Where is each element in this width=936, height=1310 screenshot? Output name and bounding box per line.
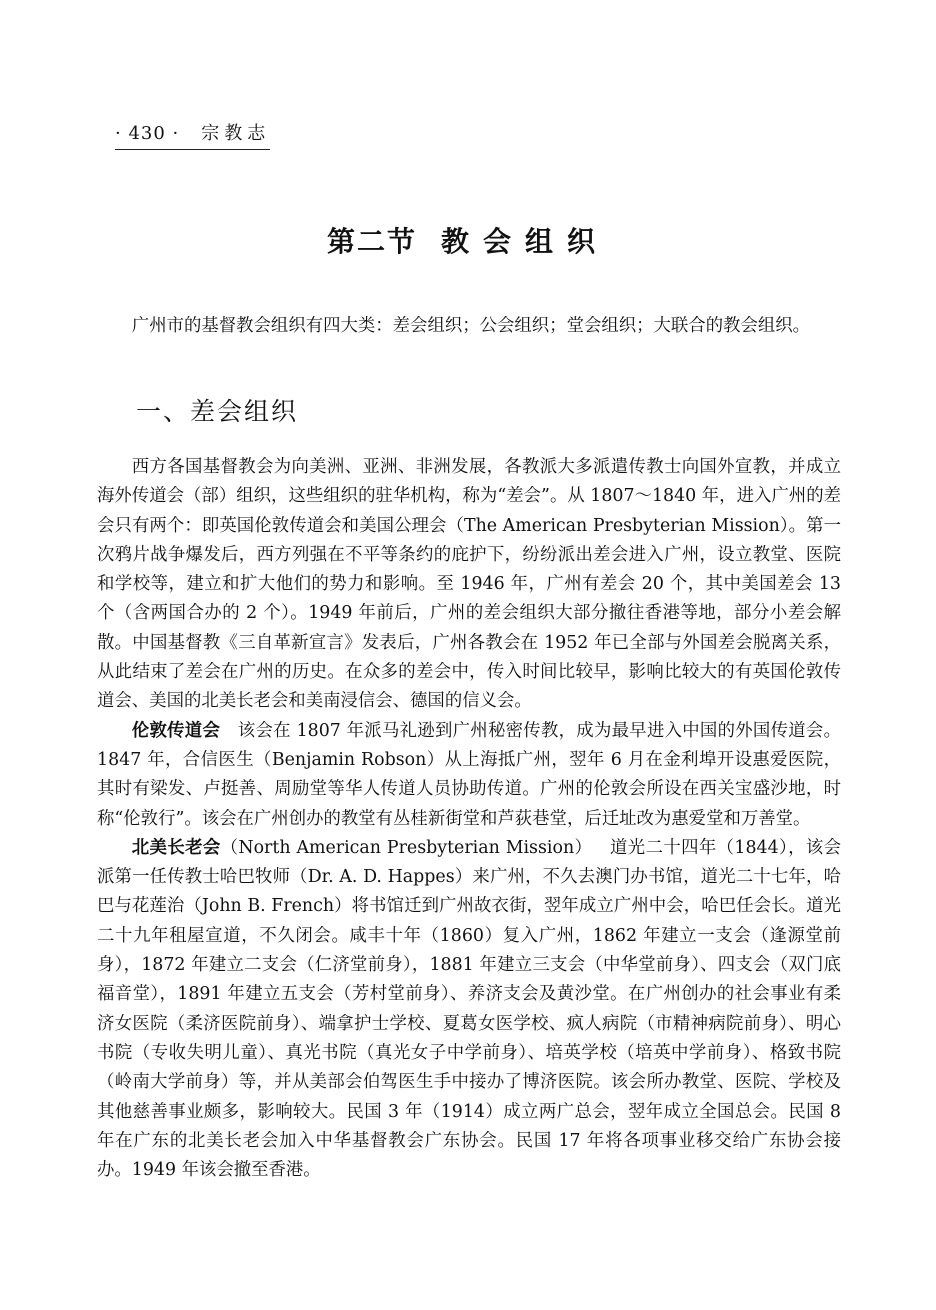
subsection-heading: 一、差会组织 [136, 397, 299, 426]
running-header [115, 122, 270, 150]
paragraph-london-mission [97, 717, 841, 834]
section-name: 教会组织 [441, 225, 610, 258]
page-number: · 430 · [115, 123, 180, 144]
term-presbyterian-english: （North American Presbyterian Mission） [220, 837, 593, 858]
book-name: 宗教志 [201, 123, 271, 144]
paragraph-overview: 西方各国基督教会为向美洲、亚洲、非洲发展，各教派大多派遣传教士向国外宣教，并成立海外传道会（部）组织，这些组织的驻华机构，称为“差会”。从 1807～1840 年，进入广州的差会只有两个：即英国伦敦传道会和美国公理会（The American Presbyterian Mission）。第一次鸦片战争爆发后，西方列强在不平等条约的庇护下，纷纷派出差会进入广州，设立教堂、医院和学校等，建立和扩大他们的势力和影响。至 1946 年，广州有差会 20 个，其中美国差会 13 个（含两国合办的 2 个）。1949 年前后，广州的差会组织大部分撤往香港等地，部分小差会解散。中国基督教《三自革新宣言》发表后，广州各教会在 1952 年已全部与外国差会脱离关系，从此结束了差会在广州的历史。在众多的差会中，传入时间比较早，影响比较大的有英国伦敦传道会、美国的北美长老会和美南浸信会、德国的信义会。 [97, 457, 841, 712]
section-number: 第二节 [326, 225, 417, 258]
intro-paragraph: 广州市的基督教会组织有四大类：差会组织；公会组织；堂会组织；大联合的教会组织。 [131, 316, 811, 336]
term-london-mission: 伦敦传道会 [131, 720, 221, 741]
paragraph-presbyterian-mission [97, 834, 841, 1186]
london-mission-text: 该会在 1807 年派马礼逊到广州秘密传教，成为最早进入中国的外国传道会。1847 年，合信医生（Benjamin Robson）从上海抵广州，翌年 6 月在金利埠开设惠爱医院，其时有梁发、卢挺善、周励堂等华人传道人员协助传道。广州的伦敦会所设在西关宝盛沙地，时称“伦敦行”。该会在广州创办的教堂有丛桂新街堂和芦荻巷堂，后迁址改为惠爱堂和万善堂。 [97, 720, 841, 829]
term-presbyterian-mission: 北美长老会 [131, 837, 221, 858]
section-title [0, 222, 936, 262]
presbyterian-mission-text: 道光二十四年（1844），该会派第一任传教士哈巴牧师（Dr. A. D. Happes）来广州，不久去澳门办书馆，道光二十七年，哈巴与花莲治（John B. French）将书馆迁到广州故衣街，翌年成立广州中会，哈巴任会长。道光二十九年租屋宣道，不久闭会。咸丰十年（1860）复入广州，1862 年建立一支会（逢源堂前身），1872 年建立二支会（仁济堂前身），1881 年建立三支会（中华堂前身）、四支会（双门底福音堂），1891 年建立五支会（芳村堂前身）、养济支会及黄沙堂。在广州创办的社会事业有柔济女医院（柔济医院前身）、端拿护士学校、夏葛女医学校、疯人病院（市精神病院前身）、明心书院（专收失明儿童）、真光书院（真光女子中学前身）、培英学校（培英中学前身）、格致书院（岭南大学前身）等，并从美部会伯驾医生手中接办了博济医院。该会所办教堂、医院、学校及其他慈善事业颇多，影响较大。民国 3 年（1914）成立两广总会，翌年成立全国总会。民国 8 年在广东的北美长老会加入中华基督教会广东协会。民国 17 年将各项事业移交给广东协会接办。1949 年该会撤至香港。 [97, 837, 841, 1181]
main-text-block [97, 453, 841, 1185]
intro-block [97, 312, 841, 341]
